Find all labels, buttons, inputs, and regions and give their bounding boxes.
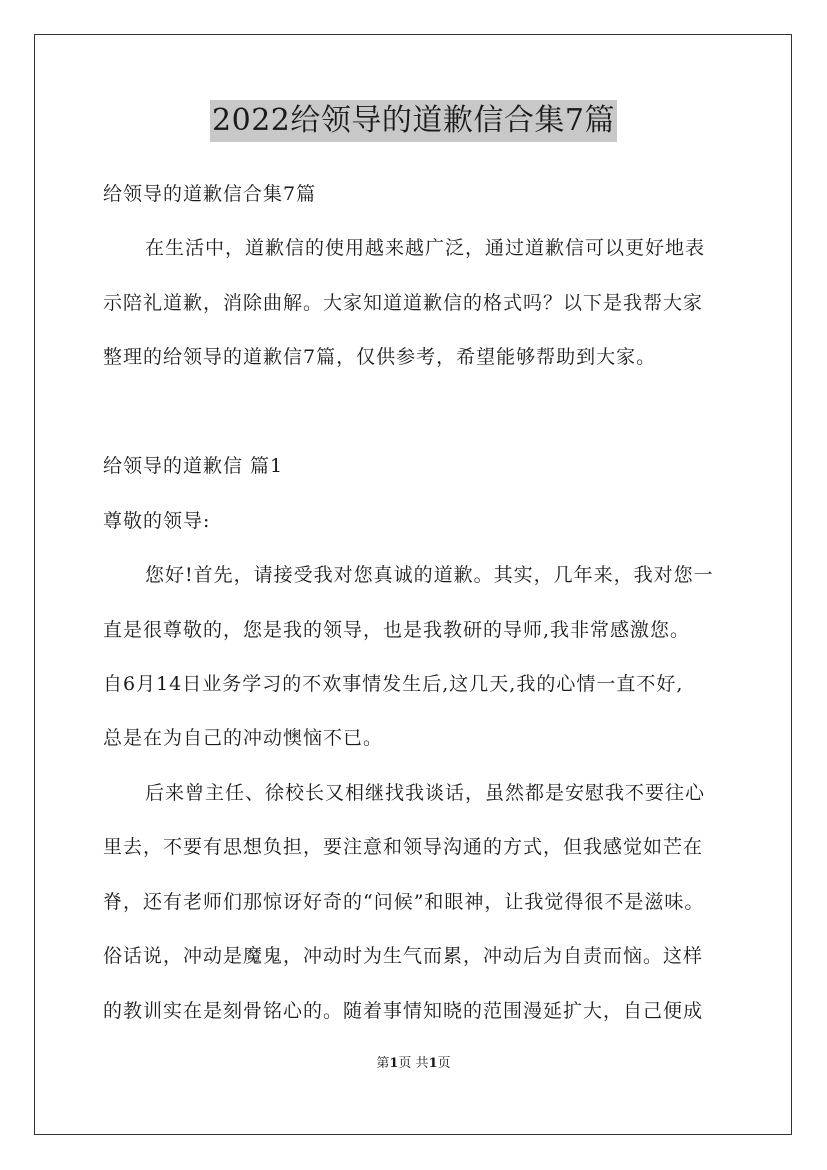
document-title: 2022给领导的道歉信合集7篇 <box>210 100 617 142</box>
footer-page-current: 1 <box>389 1056 399 1071</box>
intro-line: 在生活中，道歉信的使用越来越广泛，通过道歉信可以更好地表 <box>145 237 706 259</box>
paragraph-line: 您好!首先，请接受我对您真诚的道歉。其实，几年来，我对您一 <box>145 564 714 586</box>
footer-page-mid: 页 共 <box>398 1056 429 1071</box>
paragraph-line: 的教训实在是刻骨铭心的。随着事情知晓的范围漫延扩大，自己便成 <box>103 1000 704 1022</box>
paragraph-line: 里去，不要有思想负担，要注意和领导沟通的方式，但我感觉如芒在 <box>103 836 704 858</box>
section-heading: 给领导的道歉信 篇1 <box>103 455 284 477</box>
document-subtitle: 给领导的道歉信合集7篇 <box>103 183 317 205</box>
footer-page-total: 1 <box>428 1056 438 1071</box>
footer-page-prefix: 第 <box>376 1056 390 1071</box>
paragraph-line: 俗话说，冲动是魔鬼，冲动时为生气而累，冲动后为自责而恼。这样 <box>103 945 704 967</box>
footer-page-suffix: 页 <box>437 1056 451 1071</box>
paragraph-line: 后来曾主任、徐校长又相继找我谈话，虽然都是安慰我不要往心 <box>145 782 706 804</box>
title-container <box>0 100 827 142</box>
page-footer <box>0 1055 827 1073</box>
intro-line: 整理的给领导的道歉信7篇，仅供参考，希望能够帮助到大家。 <box>103 346 657 368</box>
paragraph-line: 直是很尊敬的，您是我的领导，也是我教研的导师,我非常感激您。 <box>103 619 691 641</box>
paragraph-line: 自6月14日业务学习的不欢事情发生后,这几天,我的心情一直不好, <box>103 673 684 695</box>
paragraph-line: 总是在为自己的冲动懊恼不已。 <box>103 727 384 749</box>
paragraph-line: 脊，还有老师们那惊讶好奇的“问候”和眼神，让我觉得很不是滋味。 <box>103 891 705 913</box>
intro-line: 示陪礼道歉，消除曲解。大家知道道歉信的格式吗？以下是我帮大家 <box>103 292 704 314</box>
salutation: 尊敬的领导: <box>103 510 211 532</box>
